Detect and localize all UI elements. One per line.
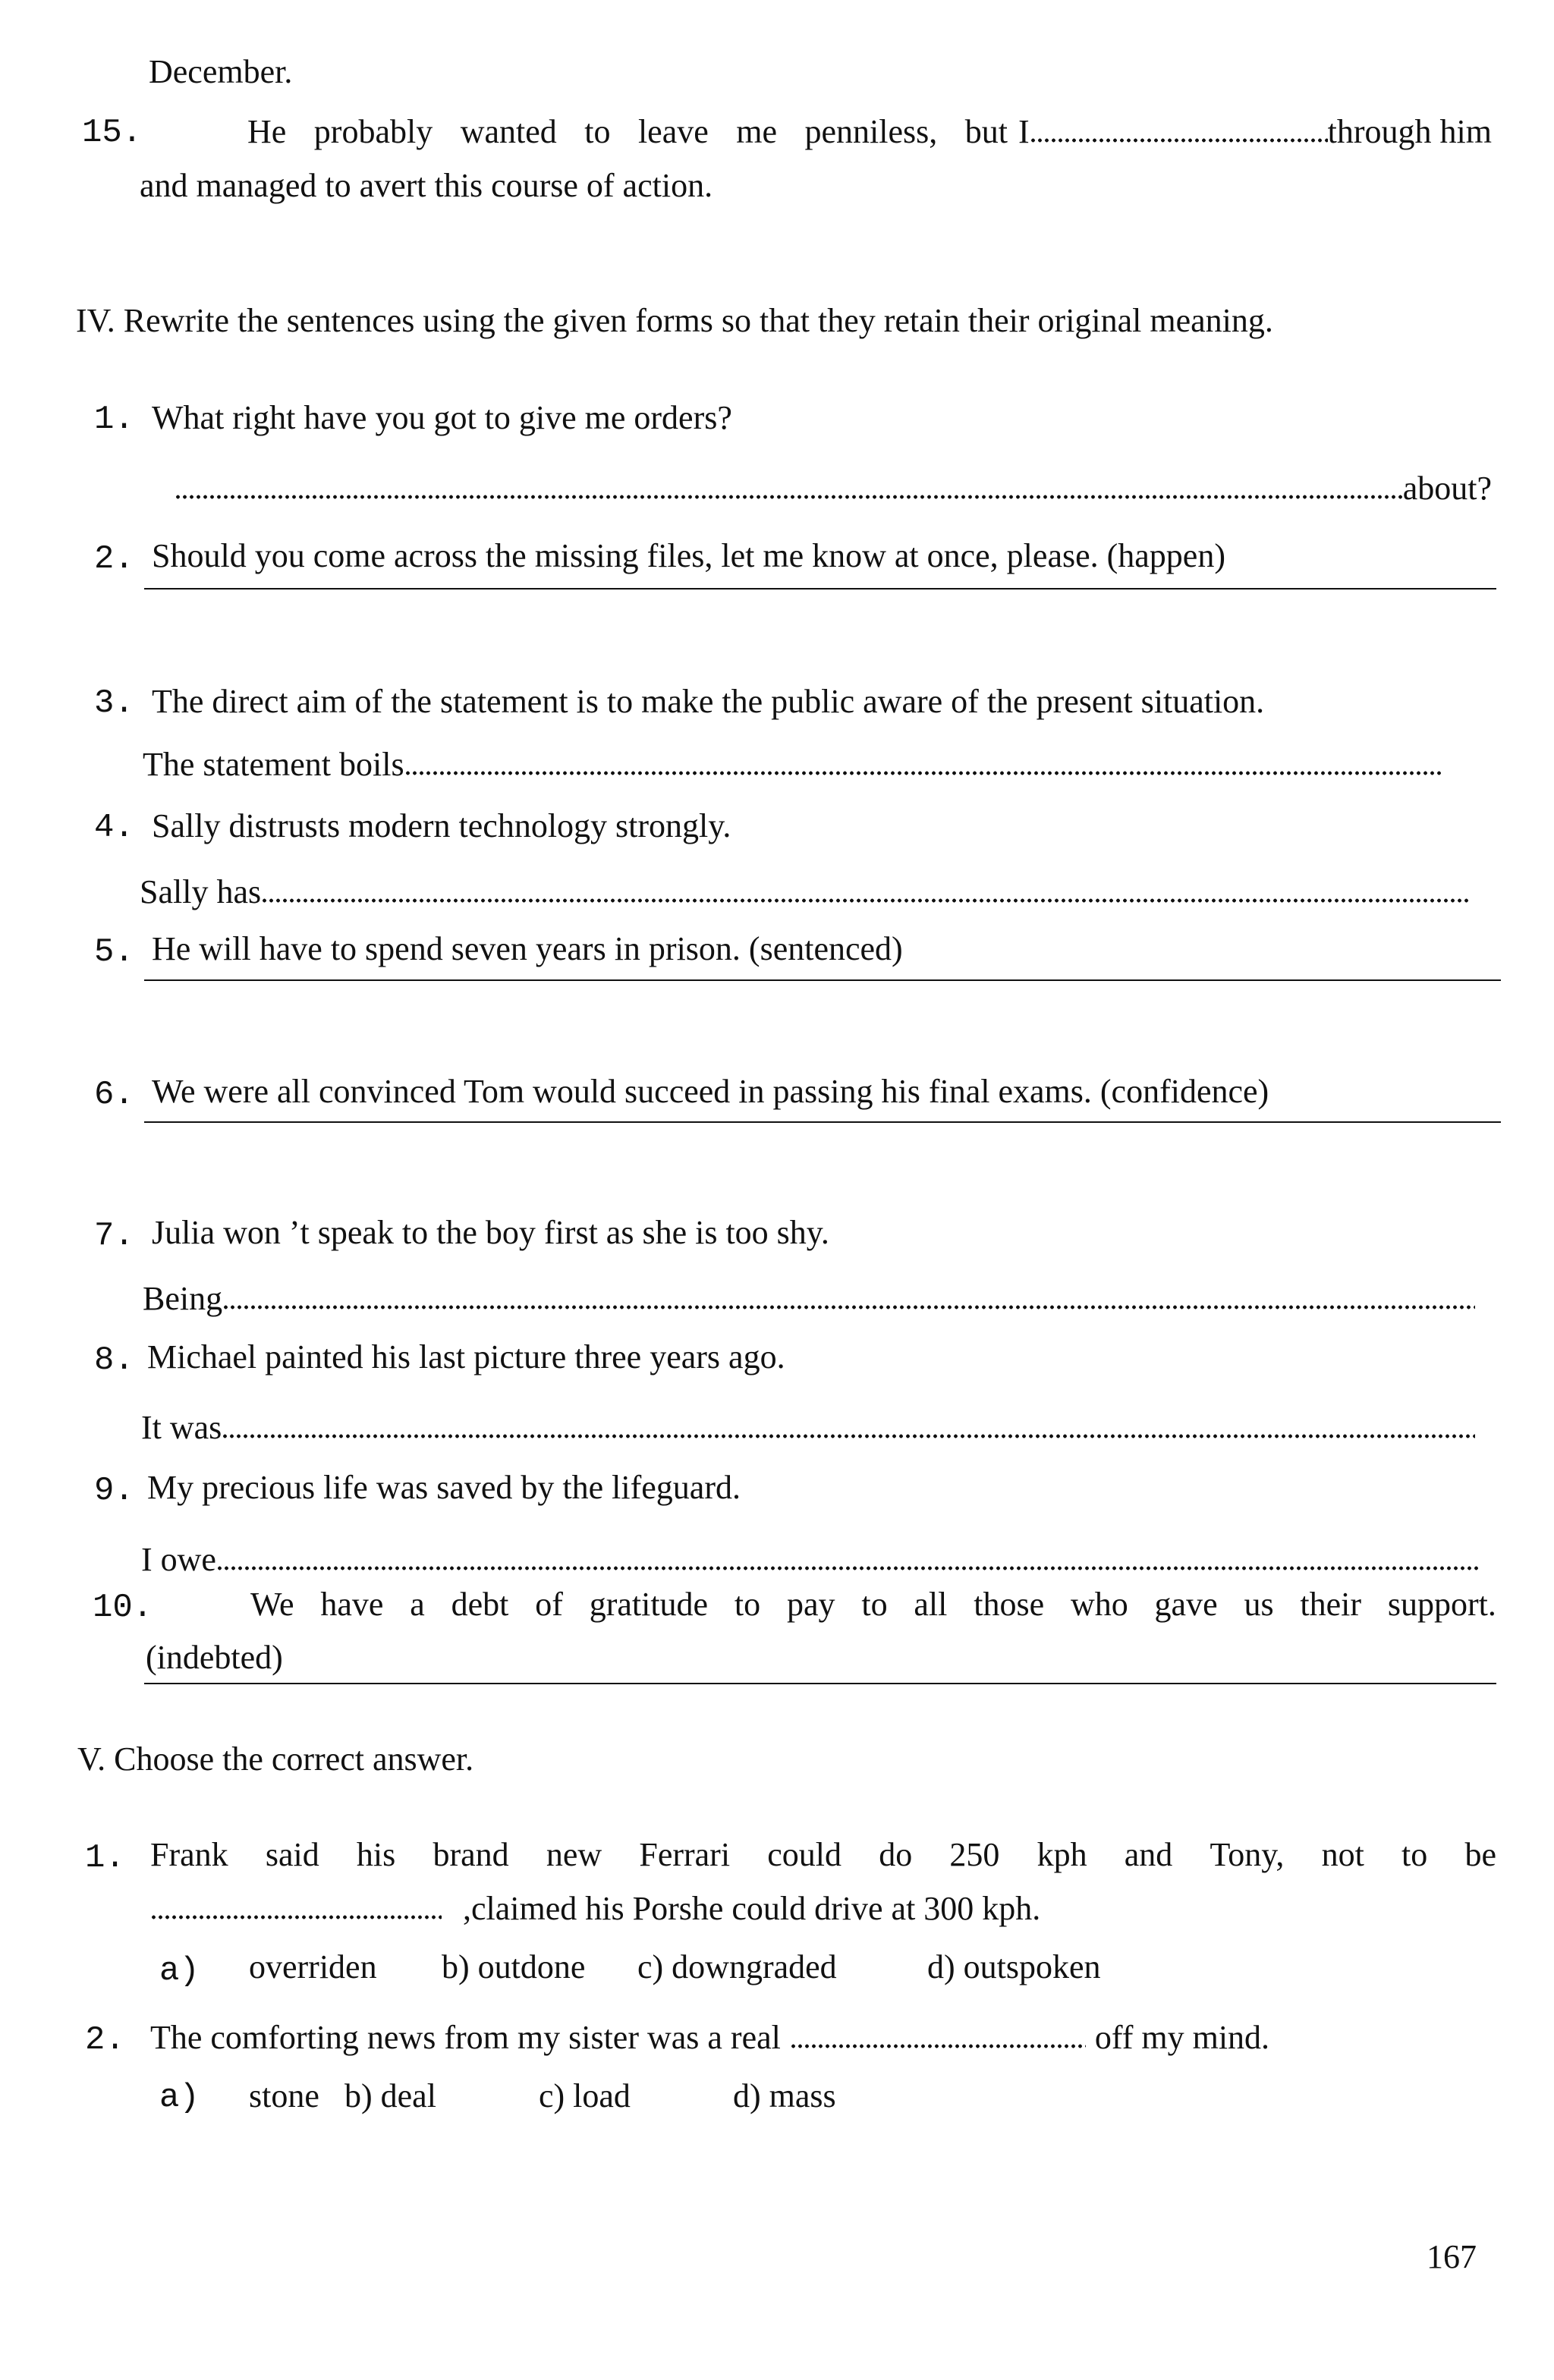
s5-q1-word: kph: [1037, 1836, 1087, 1873]
s4-item10-word: have: [320, 1586, 384, 1623]
s4-item10-word: those: [974, 1586, 1045, 1623]
s4-item4-answer: [140, 872, 1469, 911]
continuation-text: December.: [149, 53, 293, 90]
s4-item9-text: My precious life was saved by the lifeguard.: [147, 1469, 741, 1506]
s4-item8-prompt: It was: [141, 1408, 222, 1446]
s5-q2-number: 2.: [85, 2021, 125, 2059]
s5-q1-word: and: [1124, 1836, 1173, 1873]
s5-q2-post: off my mind.: [1094, 2018, 1270, 2056]
s5-q1-opt-a-label: a): [159, 1952, 200, 1990]
s4-item3-text: The direct aim of the statement is to make the public aware of the present situation.: [152, 683, 1265, 720]
s4-item1-number: 1.: [94, 401, 134, 439]
s4-item7-number: 7.: [94, 1217, 134, 1255]
s5-q1-opt-a[interactable]: overriden: [249, 1948, 377, 1985]
s4-item10-word: support.: [1387, 1586, 1496, 1623]
s4-item10-word: to: [734, 1586, 761, 1623]
q15-post: through him: [1327, 112, 1492, 150]
s5-q2-opt-c[interactable]: c) load: [539, 2077, 631, 2114]
s4-item4-prompt: Sally has: [140, 872, 262, 910]
section-5-heading: V. Choose the correct answer.: [77, 1740, 474, 1778]
s5-q1-line1: [150, 1836, 1496, 1875]
s5-q1-word: Frank: [150, 1836, 228, 1873]
s5-q1-opt-b[interactable]: b) outdone: [442, 1948, 586, 1985]
s4-item10-word: pay: [786, 1586, 835, 1623]
s4-item10-word: us: [1244, 1586, 1274, 1623]
s5-q1-word: Ferrari: [639, 1836, 731, 1873]
s4-item10-word: of: [535, 1586, 563, 1623]
s5-q2-line1: [150, 2018, 1269, 2057]
s4-item10-word: a: [410, 1586, 425, 1623]
q15-word: leave: [637, 112, 709, 150]
s4-item10-word: to: [861, 1586, 888, 1623]
s5-q1-word: his: [356, 1836, 396, 1873]
s4-item3-prompt: The statement boils: [143, 745, 404, 783]
s4-item3-answer: [143, 745, 1442, 784]
s5-q1-word: 250: [949, 1836, 1000, 1873]
s4-item5-answer-line[interactable]: [144, 979, 1501, 981]
q15-word: but: [964, 112, 1008, 150]
s5-q2-opt-a-label: a): [159, 2079, 200, 2117]
s4-item1-blank[interactable]: [175, 469, 1403, 499]
s4-item6-answer-line[interactable]: [144, 1121, 1501, 1123]
s4-item1-text: What right have you got to give me orders?: [152, 399, 732, 436]
s4-item10-line1: [250, 1586, 1496, 1624]
s4-item2-text: Should you come across the missing files, let me know at once, please. (happen): [152, 537, 1225, 574]
s4-item10-word: We: [250, 1586, 294, 1623]
q15-word: to: [584, 112, 611, 150]
s5-q2-opt-d[interactable]: d) mass: [733, 2077, 836, 2114]
s4-item10-word: gave: [1154, 1586, 1218, 1623]
q15-pre: I: [1018, 112, 1030, 150]
q15-number: 15.: [82, 114, 143, 152]
s5-q1-word: new: [546, 1836, 602, 1873]
q15-words: [247, 113, 1008, 152]
s4-item9-number: 9.: [94, 1472, 134, 1510]
s5-q1-word: not: [1321, 1836, 1364, 1873]
s5-q2-pre: The comforting news from my sister was a real: [150, 2018, 781, 2056]
q15-line2: and managed to avert this course of action.: [140, 167, 713, 204]
s5-q1-post: ,claimed his Porshe could drive at 300 kph.: [463, 1889, 1041, 1927]
s5-q1-number: 1.: [85, 1839, 125, 1877]
s5-q1-line2: [150, 1889, 1040, 1928]
s4-item10-word: their: [1300, 1586, 1362, 1623]
s4-item6-number: 6.: [94, 1076, 134, 1114]
s4-item7-prompt: Being: [143, 1279, 223, 1317]
s4-item2-number: 2.: [94, 540, 134, 578]
s4-item4-number: 4.: [94, 809, 134, 847]
s4-item10-number: 10.: [93, 1589, 153, 1627]
s4-item10-word: who: [1070, 1586, 1128, 1623]
q15-line1: [247, 112, 1492, 151]
q15-word: probably: [313, 112, 433, 150]
s4-item8-answer: [141, 1408, 1475, 1447]
s4-item5-number: 5.: [94, 933, 134, 971]
s4-item10-answer-line[interactable]: [144, 1683, 1496, 1684]
q15-word: me: [736, 112, 778, 150]
s5-q2-blank[interactable]: [790, 2018, 1086, 2048]
s5-q2-opt-a[interactable]: stone: [249, 2077, 319, 2114]
s4-item8-number: 8.: [94, 1341, 134, 1379]
s5-q1-word: be: [1464, 1836, 1496, 1873]
s4-item10-word: all: [914, 1586, 948, 1623]
s4-item3-blank[interactable]: [404, 745, 1442, 775]
q15-word: wanted: [460, 112, 557, 150]
s4-item7-answer: [143, 1279, 1475, 1318]
section-4-heading: IV. Rewrite the sentences using the given forms so that they retain their original meaning.: [76, 302, 1273, 339]
s5-q1-blank[interactable]: [150, 1889, 442, 1919]
s4-item9-prompt: I owe: [141, 1540, 216, 1578]
s5-q1-word: brand: [433, 1836, 509, 1873]
q15-blank[interactable]: [1030, 112, 1328, 143]
s4-item4-text: Sally distrusts modern technology strongly.: [152, 807, 731, 844]
page-number: 167: [1427, 2238, 1477, 2275]
s5-q1-opt-d[interactable]: d) outspoken: [927, 1948, 1101, 1985]
s4-item10-word: debt: [451, 1586, 509, 1623]
s4-item2-answer-line[interactable]: [144, 588, 1496, 589]
s4-item10-line2: (indebted): [146, 1639, 283, 1676]
s5-q1-options: [159, 1950, 200, 1991]
q15-word: He: [247, 112, 287, 150]
s4-item7-text: Julia won ʼt speak to the boy first as she is too shy.: [152, 1214, 829, 1251]
s5-q1-word: to: [1401, 1836, 1428, 1873]
s4-item10-word: gratitude: [589, 1586, 709, 1623]
s5-q1-word: said: [265, 1836, 319, 1873]
s4-item6-text: We were all convinced Tom would succeed in passing his final exams. (confidence): [152, 1073, 1269, 1110]
s4-item1-answer: [175, 469, 1492, 508]
s5-q1-word: do: [879, 1836, 913, 1873]
s4-item4-blank[interactable]: [261, 872, 1469, 903]
s4-item8-text: Michael painted his last picture three years ago.: [147, 1338, 785, 1375]
s5-q1-word: could: [767, 1836, 842, 1873]
s5-q1-word: Tony,: [1210, 1836, 1285, 1873]
s4-item9-answer: [141, 1540, 1480, 1579]
s4-item9-blank[interactable]: [216, 1540, 1480, 1570]
s5-q1-opt-c[interactable]: c) downgraded: [637, 1948, 837, 1985]
q15-word: penniless,: [804, 112, 938, 150]
s4-item5-text: He will have to spend seven years in prison. (sentenced): [152, 930, 903, 967]
s5-q2-opt-b[interactable]: b) deal: [344, 2077, 436, 2114]
s4-item1-suffix: about?: [1402, 469, 1492, 507]
s4-item7-blank[interactable]: [222, 1279, 1475, 1309]
s4-item3-number: 3.: [94, 684, 134, 722]
s4-item8-blank[interactable]: [222, 1408, 1475, 1438]
